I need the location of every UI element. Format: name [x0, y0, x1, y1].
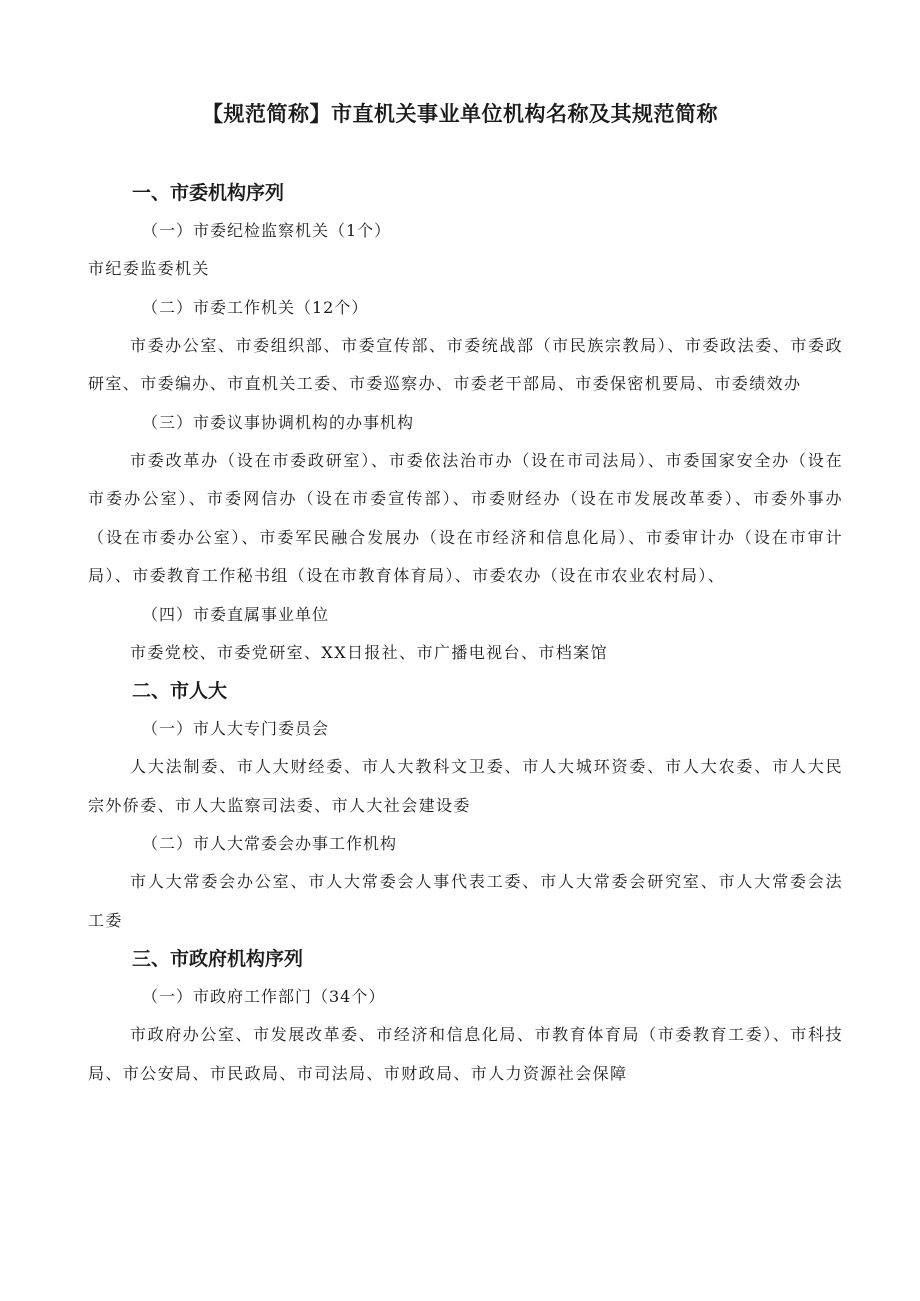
- section-1: [88, 174, 843, 672]
- section-2: [88, 672, 843, 940]
- subsection-heading: （二）市委工作机关（12个）: [142, 297, 369, 317]
- subsection-text: 市政府办公室、市发展改革委、市经济和信息化局、市教育体育局（市委教育工委）、市科技局、市公安局、市民政局、市司法局、市财政局、市人力资源社会保障: [88, 1025, 843, 1083]
- subsection-heading: （一）市人大专门委员会: [142, 719, 330, 738]
- subsection-text: 市委办公室、市委组织部、市委宣传部、市委统战部（市民族宗教局）、市委政法委、市委政研室、市委编办、市直机关工委、市委巡察办、市委老干部局、市委保密机要局、市委绩效办: [88, 335, 843, 393]
- subsection-heading: （三）市委议事协调机构的办事机构: [142, 412, 415, 432]
- subsection-text: 市委改革办（设在市委政研室）、市委依法治市办（设在市司法局）、市委国家安全办（设在市委办公室）、市委网信办（设在市委宣传部）、市委财经办（设在市发展改革委）、市委外事办（设在市委办公室）、市委军民融合发展办（设在市经济和信息化局）、市委审计办（设在市审计局）、市委教育工作秘书组（设在市教育体育局）、市委农办（设在市农业农村局）、: [88, 450, 843, 585]
- section-3: [88, 940, 843, 1093]
- subsection-heading: （一）市委纪检监察机关（1个）: [142, 221, 392, 240]
- subsection-heading: （二）市人大常委会办事工作机构: [142, 834, 398, 853]
- section-heading: 三、市政府机构序列: [132, 948, 304, 970]
- subsection-heading: （四）市委直属事业单位: [142, 604, 330, 624]
- subsection-text: 市纪委监委机关: [88, 259, 210, 278]
- subsection-heading: （一）市政府工作部门（34个）: [142, 987, 386, 1006]
- section-heading: 二、市人大: [132, 680, 228, 702]
- document-title: 【规范简称】市直机关事业单位机构名称及其规范简称: [202, 102, 718, 126]
- subsection-text: 市委党校、市委党研室、XX日报社、市广播电视台、市档案馆: [130, 642, 608, 662]
- section-heading: 一、市委机构序列: [132, 182, 285, 204]
- document-body: [88, 174, 843, 1093]
- subsection-text: 市人大常委会办公室、市人大常委会人事代表工委、市人大常委会研究室、市人大常委会法工委: [88, 872, 843, 930]
- subsection-text: 人大法制委、市人大财经委、市人大教科文卫委、市人大城环资委、市人大农委、市人大民宗外侨委、市人大监察司法委、市人大社会建设委: [88, 757, 843, 815]
